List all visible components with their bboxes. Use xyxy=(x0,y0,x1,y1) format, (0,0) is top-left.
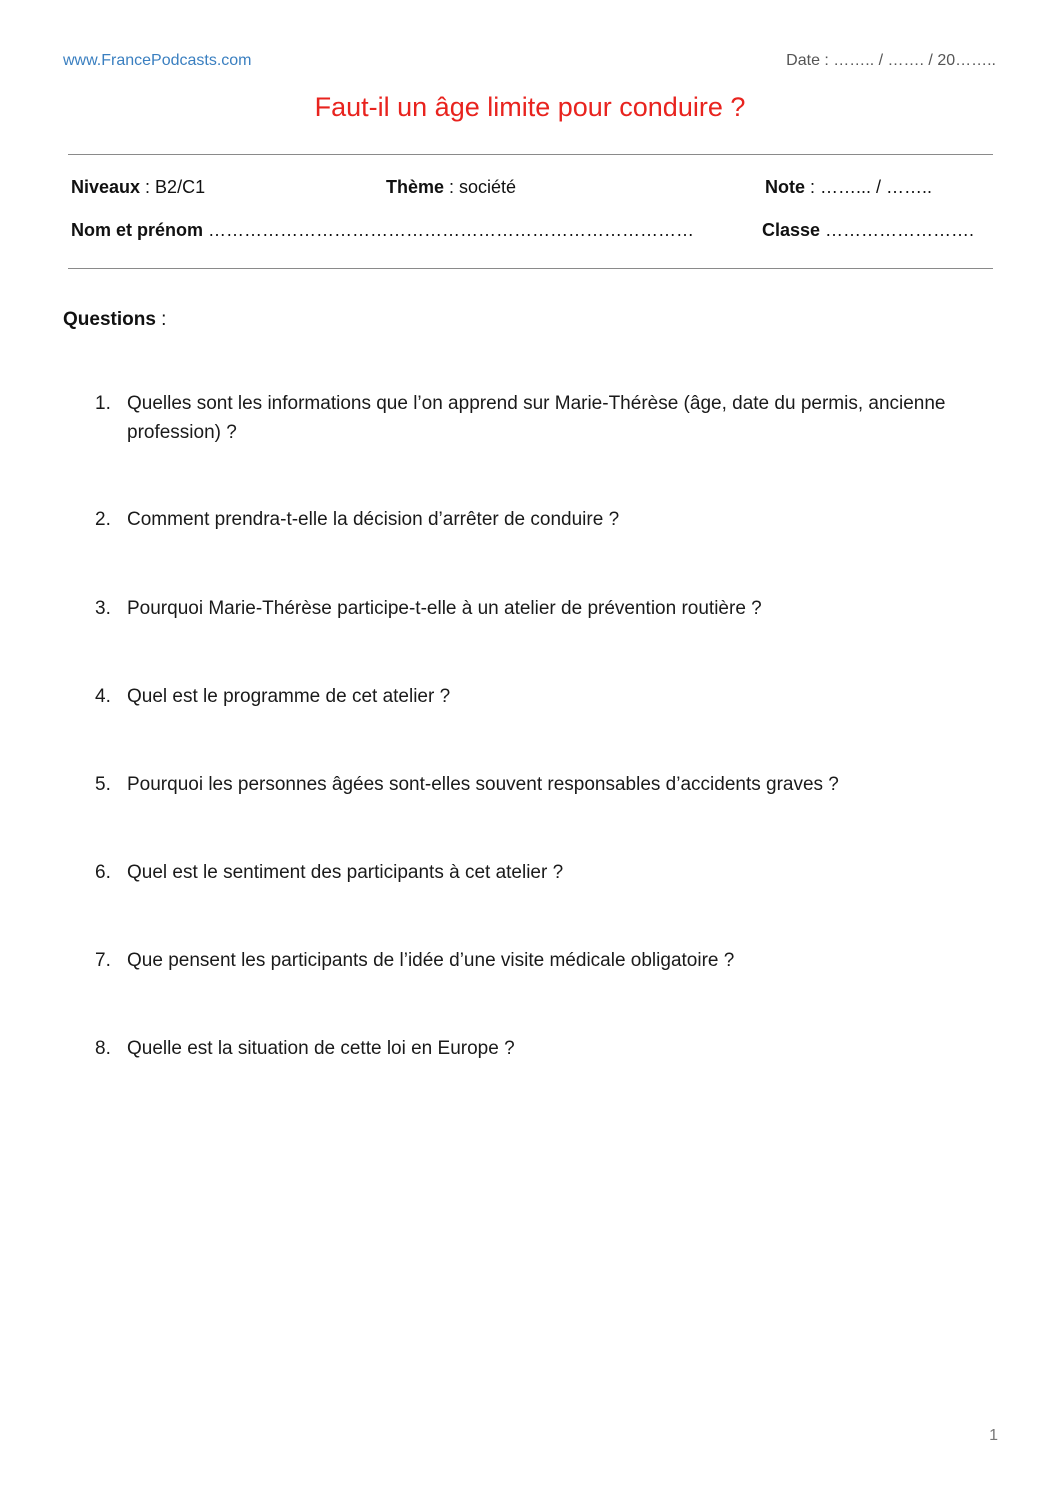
date-field: Date : …….. / ……. / 20…….. xyxy=(786,52,996,69)
note-label: Note xyxy=(765,177,805,197)
question-number: 8. xyxy=(95,1038,111,1059)
question-item xyxy=(95,682,975,711)
page-title: Faut-il un âge limite pour conduire ? xyxy=(314,92,746,122)
question-text: Quel est le programme de cet atelier ? xyxy=(127,686,451,707)
question-text: Que pensent les participants de l’idée d’une visite médicale obligatoire ? xyxy=(127,950,735,971)
name-label: Nom et prénom xyxy=(71,220,204,240)
question-number: 1. xyxy=(95,393,111,414)
questions-heading xyxy=(63,309,166,331)
question-number: 3. xyxy=(95,598,111,619)
name-field xyxy=(71,220,694,241)
question-item xyxy=(95,946,975,975)
questions-heading-label: Questions xyxy=(63,309,156,330)
question-number: 6. xyxy=(95,862,111,883)
level-label: Niveaux xyxy=(71,177,141,197)
question-text: Comment prendra-t-elle la décision d’arrêter de conduire ? xyxy=(127,509,620,530)
theme-value: : société xyxy=(444,177,517,197)
question-text: Quel est le sentiment des participants à cet atelier ? xyxy=(127,862,564,883)
questions-heading-suffix: : xyxy=(155,309,167,330)
question-item xyxy=(95,770,975,799)
question-item xyxy=(95,505,975,534)
question-number: 5. xyxy=(95,774,111,795)
question-item xyxy=(95,1034,975,1063)
question-text: Quelle est la situation de cette loi en Europe ? xyxy=(127,1038,515,1059)
note-field xyxy=(765,177,932,198)
top-divider xyxy=(68,154,993,155)
question-number: 7. xyxy=(95,950,111,971)
question-item xyxy=(95,858,975,887)
bottom-divider xyxy=(68,268,993,269)
class-label: Classe xyxy=(762,220,821,240)
level-field xyxy=(71,177,205,198)
name-value: ……………………………………………………………………… xyxy=(203,220,695,240)
level-value: : B2/C1 xyxy=(140,177,206,197)
theme-label: Thème xyxy=(386,177,445,197)
question-item xyxy=(95,594,975,623)
site-link[interactable]: www.FrancePodcasts.com xyxy=(63,52,252,69)
theme-field xyxy=(386,177,516,198)
class-field xyxy=(762,220,974,241)
question-text: Pourquoi les personnes âgées sont-elles souvent responsables d’accidents graves ? xyxy=(127,774,839,795)
question-number: 4. xyxy=(95,686,111,707)
note-value: : ……... / …….. xyxy=(805,177,933,197)
question-text: Quelles sont les informations que l’on apprend sur Marie-Thérèse (âge, date du permis, ancienne profession) ? xyxy=(127,393,946,443)
question-item xyxy=(95,389,975,447)
class-value: ……………………. xyxy=(820,220,975,240)
question-number: 2. xyxy=(95,509,111,530)
question-text: Pourquoi Marie-Thérèse participe-t-elle à un atelier de prévention routière ? xyxy=(127,598,762,619)
page-number: 1 xyxy=(989,1427,998,1444)
